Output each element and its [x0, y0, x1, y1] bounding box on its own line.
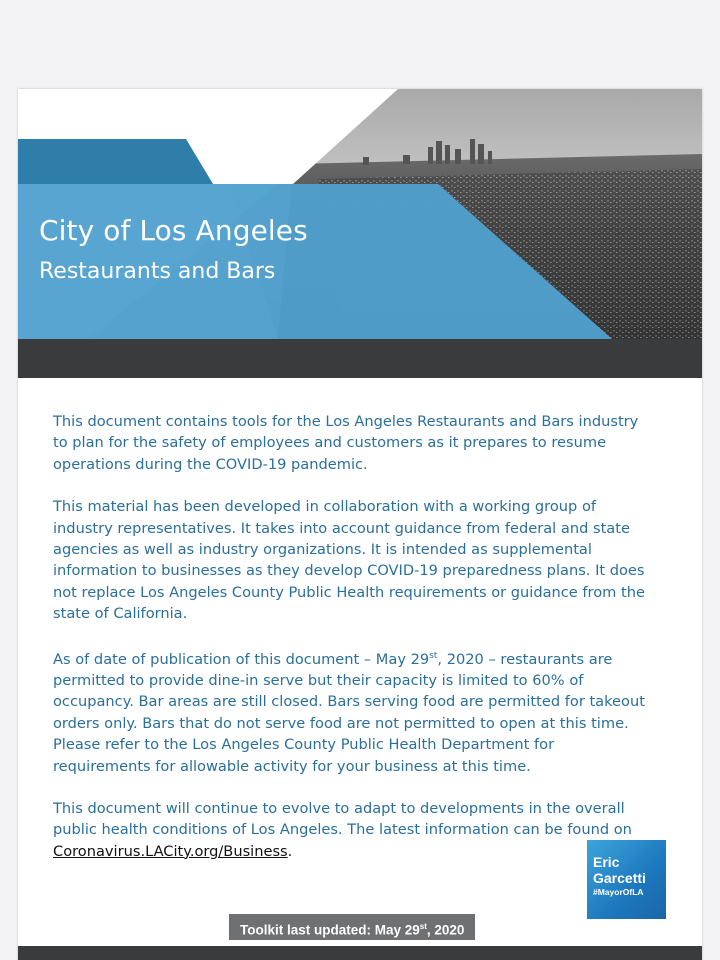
evolving-paragraph	[53, 798, 653, 862]
evolving-text: This document will continue to evolve to adapt to developments in the overall public health conditions of Los Angeles. The latest information can be found on	[53, 799, 632, 839]
document-body	[53, 411, 653, 883]
page-subtitle: Restaurants and Bars	[39, 259, 276, 284]
page-title: City of Los Angeles	[39, 214, 308, 247]
collaboration-paragraph: This material has been developed in collaboration with a working group of industry representatives. It takes into account guidance from federal and state agencies as well as industry organizations. It is intended as supplemental information to businesses as they develop COVID-19 preparedness plans. It does not replace Los Angeles County Public Health requirements or guidance from the state of California.	[53, 498, 645, 623]
link-trailing-period: .	[287, 842, 293, 860]
header-divider-bar	[18, 339, 702, 378]
logo-hashtag: #MayorOfLA	[593, 887, 644, 897]
date-ordinal: st	[429, 650, 438, 661]
coronavirus-business-link[interactable]: Coronavirus.LACity.org/Business	[53, 842, 288, 860]
mayor-logo	[587, 840, 666, 919]
updated-ordinal: st	[419, 922, 427, 931]
status-text-end: , 2020 – restaurants are permitted to provide dine-in serve but their capacity is limited to 60% of occupancy. Bar areas are still closed. Bars serving food are permitted for takeout orders only. Bars that do not serve food are not permitted to open at this time. Please refer to the Los Angeles County Public Health Department for requirements for allowable activity for your business at this time.	[53, 650, 645, 775]
document-page	[18, 89, 702, 960]
status-paragraph	[53, 646, 653, 777]
footer-bar	[18, 946, 702, 960]
header-banner	[18, 89, 702, 339]
logo-line-2: Garcetti	[593, 870, 646, 886]
last-updated-badge	[229, 914, 475, 940]
logo-line-1: Eric	[593, 854, 620, 870]
updated-text-start: Toolkit last updated: May 29	[240, 922, 420, 938]
status-text-start: As of date of publication of this document – May 29	[53, 650, 430, 668]
updated-text-end: , 2020	[426, 922, 465, 938]
intro-paragraph: This document contains tools for the Los Angeles Restaurants and Bars industry to plan for the safety of employees and customers as it prepares to resume operations during the COVID-19 pandemic.	[53, 413, 639, 473]
dark-blue-tab	[18, 139, 213, 184]
